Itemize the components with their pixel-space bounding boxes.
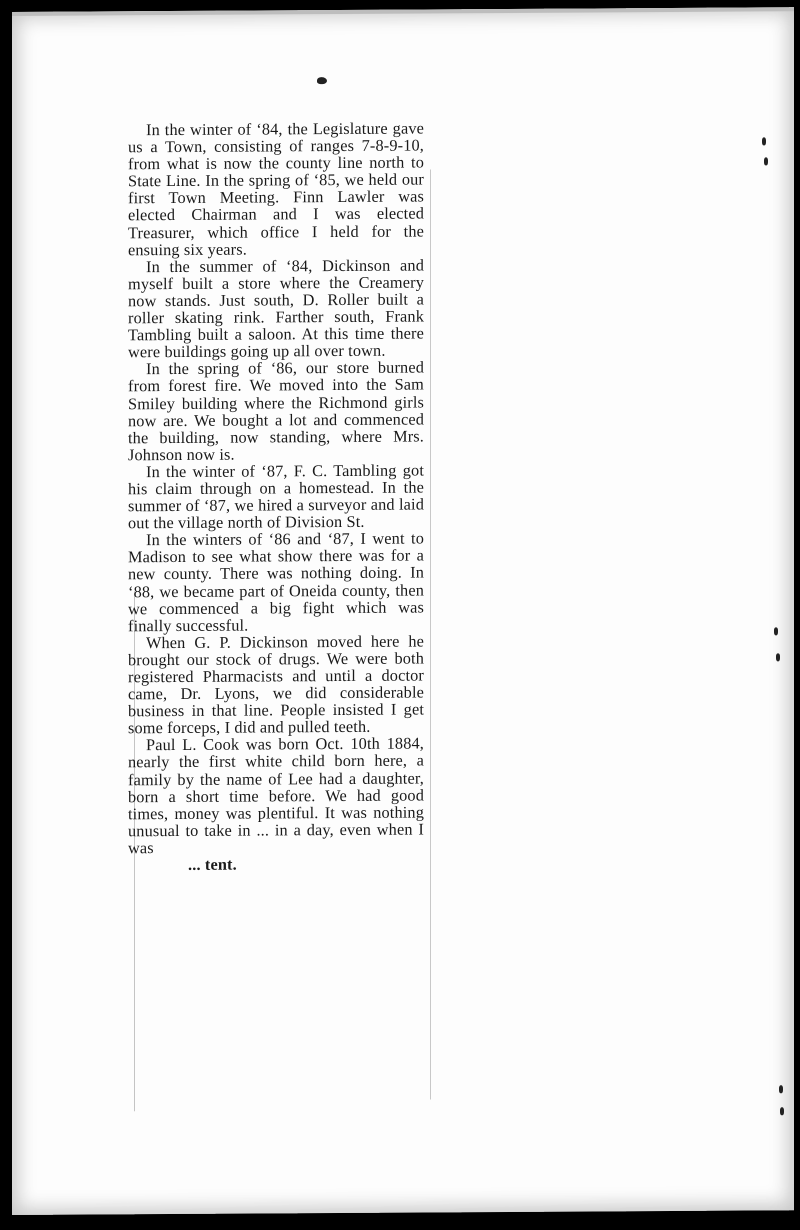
margin-speck (774, 627, 778, 635)
paragraph-town: In the winter of ‘84, the Legislature gave us a Town, consisting of ranges 7-8-9-10, from what is now the county line north to State Line. In the spring of ‘85, we held our first Town Meeting. Finn Lawler was elected Chairman and I was elected Treasurer, which office I held for the ensuing six years. (128, 118, 424, 259)
margin-speck (762, 137, 766, 145)
margin-speck (764, 157, 768, 165)
paragraph-paul-cook: Paul L. Cook was born Oct. 10th 1884, nearly the first white child born here, a family by the name of Lee had a daughter, born a short time before. We had good times, money was plentiful. It was nothing unusual to take in ... in a day, even when I was (128, 733, 424, 858)
paragraph-homestead: In the winter of ‘87, F. C. Tambling got his claim through on a homestead. In the summer of ‘87, we hired a surveyor and laid out the village north of Division St. (128, 460, 424, 533)
scanned-page (12, 7, 794, 1215)
page-edge (12, 7, 794, 16)
paragraph-pharmacists: When G. P. Dickinson moved here he brought our stock of drugs. We were both registered Pharmacists and until a doctor came, Dr. Lyons, we did considerable business in that line. People insisted I get some forceps, I did and pulled teeth. (128, 631, 424, 738)
margin-speck (776, 653, 780, 661)
paragraph-fire: In the spring of ‘86, our store burned from forest fire. We moved into the Sam Smiley building where the Richmond girls now are. We bought a lot and commenced the building, now standing, where Mrs. Johnson now is. (128, 357, 424, 465)
column-rule-right (430, 169, 431, 1099)
ink-blot (317, 77, 327, 84)
paragraph-county: In the winters of ‘86 and ‘87, I went to Madison to see what show there was for a new county. There was nothing doing. In ‘88, we became part of Oneida county, then we commenced a big fight which was finally successful. (128, 528, 424, 636)
paragraph-tail: ... tent. (188, 854, 237, 874)
margin-speck (780, 1107, 784, 1115)
margin-speck (779, 1085, 783, 1093)
paragraph-store: In the summer of ‘84, Dickinson and myself built a store where the Creamery now stands. Just south, D. Roller built a roller skating rink. Farther south, Frank Tambling built a saloon. At this time there were buildings going up all over town. (128, 255, 424, 362)
article-column (128, 119, 424, 873)
